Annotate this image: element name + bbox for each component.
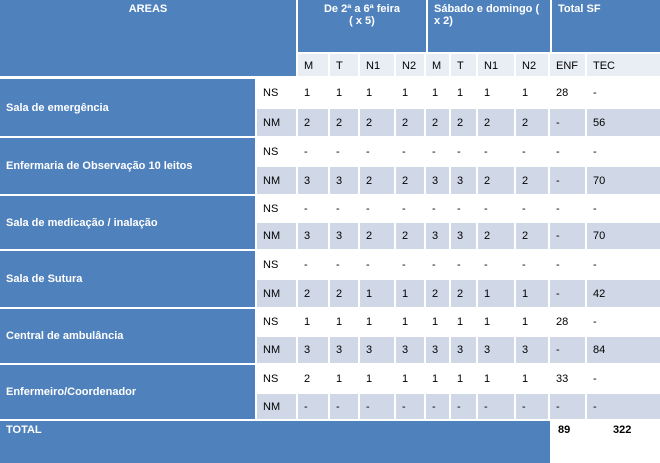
row-type-ns: NS (257, 309, 296, 335)
row-value: 1 (330, 79, 358, 107)
row-type-nm: NM (257, 394, 296, 419)
row-area-name (0, 79, 255, 136)
row-value: 3 (330, 167, 358, 194)
row-value: - (426, 138, 449, 165)
subheader-6: N1 (478, 54, 514, 76)
row-value: - (550, 167, 585, 194)
row-value: 2 (516, 167, 548, 194)
row-value: 1 (396, 79, 424, 107)
row-value: 1 (478, 365, 514, 392)
row-value: 3 (298, 337, 328, 363)
row-area-label: Enfermaria de Observação 10 leitos (6, 160, 193, 172)
row-type-ns: NS (257, 251, 296, 278)
row-value: 2 (478, 109, 514, 136)
subheader-5: T (451, 54, 476, 76)
row-type-ns: NS (257, 138, 296, 165)
row-value: 3 (360, 337, 394, 363)
row-value: 3 (330, 337, 358, 363)
row-value: - (426, 251, 449, 278)
row-value: 3 (516, 337, 548, 363)
row-value: 1 (360, 365, 394, 392)
total-label (0, 421, 550, 463)
header-areas (0, 0, 296, 76)
row-value: 33 (550, 365, 585, 392)
row-value: - (330, 196, 358, 221)
row-value: - (298, 251, 328, 278)
subheader-8: ENF (550, 54, 585, 76)
row-value: 3 (426, 167, 449, 194)
row-value: 3 (478, 337, 514, 363)
header-weekdays (298, 0, 426, 52)
row-area-label: Sala de medicação / inalação (6, 216, 158, 229)
row-value: - (587, 196, 660, 221)
row-value: - (451, 394, 476, 419)
row-area-name (0, 138, 255, 194)
row-value: - (550, 280, 585, 307)
row-value: - (396, 138, 424, 165)
row-value: 1 (516, 365, 548, 392)
row-value: 56 (587, 109, 660, 136)
row-type-nm: NM (257, 109, 296, 136)
row-area-label: Enfermeiro/Coordenador (6, 386, 137, 398)
row-value: 1 (298, 309, 328, 335)
row-value: 2 (396, 167, 424, 194)
row-value: 2 (396, 109, 424, 136)
row-value: 1 (426, 365, 449, 392)
row-value: 3 (451, 337, 476, 363)
row-value: 3 (426, 223, 449, 249)
row-value: - (360, 138, 394, 165)
row-value: - (360, 196, 394, 221)
row-value: 3 (451, 167, 476, 194)
row-value: 2 (426, 280, 449, 307)
row-value: - (550, 138, 585, 165)
row-value: - (550, 223, 585, 249)
row-value: - (426, 394, 449, 419)
header-weekdays-line1: De 2ª a 6ª feira (323, 3, 401, 15)
row-value: 1 (478, 309, 514, 335)
row-value: 2 (298, 365, 328, 392)
row-value: 70 (587, 223, 660, 249)
row-value: - (451, 196, 476, 221)
row-value: - (478, 138, 514, 165)
row-value: 1 (360, 79, 394, 107)
row-type-nm: NM (257, 280, 296, 307)
row-value: - (396, 196, 424, 221)
row-value: - (587, 394, 660, 419)
row-value: 1 (451, 365, 476, 392)
row-value: 70 (587, 167, 660, 194)
row-value: - (298, 196, 328, 221)
row-area-label: Sala de emergência (6, 101, 109, 114)
row-type-nm: NM (257, 167, 296, 194)
row-value: - (587, 309, 660, 335)
row-value: - (330, 138, 358, 165)
row-value: - (550, 196, 585, 221)
row-value: 1 (478, 79, 514, 107)
row-area-label: Sala de Sutura (6, 273, 83, 285)
row-area-name (0, 309, 255, 363)
subheader-7: N2 (516, 54, 548, 76)
row-value: 2 (478, 223, 514, 249)
row-value: 1 (451, 79, 476, 107)
row-value: - (550, 394, 585, 419)
row-value: - (451, 138, 476, 165)
row-value: - (587, 79, 660, 107)
row-area-name (0, 251, 255, 307)
row-value: - (298, 138, 328, 165)
row-value: - (516, 196, 548, 221)
row-area-label: Central de ambulância (6, 330, 124, 342)
row-value: 3 (396, 337, 424, 363)
row-type-ns: NS (257, 365, 296, 392)
row-value: 1 (360, 309, 394, 335)
total-enf: 89 (552, 421, 605, 463)
row-value: - (587, 251, 660, 278)
row-type-nm: NM (257, 223, 296, 249)
subheader-3: N2 (396, 54, 424, 76)
subheader-0: M (298, 54, 328, 76)
subheader-9: TEC (587, 54, 660, 76)
row-value: 2 (478, 167, 514, 194)
row-value: 28 (550, 309, 585, 335)
header-weekdays-line2: ( x 5) (349, 15, 375, 27)
row-value: 1 (298, 79, 328, 107)
row-value: 1 (360, 280, 394, 307)
row-type-ns: NS (257, 79, 296, 107)
row-value: 2 (396, 223, 424, 249)
row-value: 1 (330, 309, 358, 335)
row-value: - (587, 365, 660, 392)
row-value: - (478, 394, 514, 419)
total-tec: 322 (607, 421, 660, 463)
row-value: - (330, 394, 358, 419)
row-value: 3 (298, 167, 328, 194)
row-value: - (360, 394, 394, 419)
header-weekend-line2: x 2) (434, 15, 453, 27)
row-value: 3 (298, 223, 328, 249)
row-value: 2 (426, 109, 449, 136)
row-value: 1 (451, 309, 476, 335)
row-value: 2 (360, 223, 394, 249)
row-value: 2 (451, 280, 476, 307)
row-value: - (451, 251, 476, 278)
row-value: 3 (330, 223, 358, 249)
row-value: 1 (396, 365, 424, 392)
row-value: 84 (587, 337, 660, 363)
header-total-sf-label: Total SF (558, 3, 601, 15)
row-value: 1 (516, 309, 548, 335)
header-weekend (428, 0, 550, 52)
total-label-text: TOTAL (6, 424, 42, 436)
row-value: 2 (330, 109, 358, 136)
row-value: 2 (516, 109, 548, 136)
row-type-ns: NS (257, 196, 296, 221)
header-weekend-line1: Sábado e domingo ( (434, 3, 540, 15)
header-total-sf (552, 0, 660, 52)
row-area-name (0, 365, 255, 419)
row-value: - (298, 394, 328, 419)
row-value: 1 (330, 365, 358, 392)
row-value: - (516, 138, 548, 165)
header-areas-label: AREAS (128, 3, 168, 15)
row-value: 1 (396, 309, 424, 335)
row-value: - (550, 337, 585, 363)
row-area-name (0, 196, 255, 249)
row-value: 2 (516, 223, 548, 249)
row-value: - (587, 138, 660, 165)
row-value: 1 (478, 280, 514, 307)
row-value: 1 (516, 79, 548, 107)
row-value: - (550, 109, 585, 136)
row-value: - (516, 394, 548, 419)
row-type-nm: NM (257, 337, 296, 363)
row-value: - (426, 196, 449, 221)
row-value: 1 (426, 309, 449, 335)
row-value: 2 (451, 109, 476, 136)
subheader-4: M (426, 54, 449, 76)
row-value: 28 (550, 79, 585, 107)
row-value: 42 (587, 280, 660, 307)
row-value: 3 (451, 223, 476, 249)
row-value: - (478, 196, 514, 221)
row-value: 1 (426, 79, 449, 107)
subheader-1: T (330, 54, 358, 76)
row-value: - (360, 251, 394, 278)
row-value: - (330, 251, 358, 278)
row-value: 1 (516, 280, 548, 307)
row-value: 1 (396, 280, 424, 307)
subheader-2: N1 (360, 54, 394, 76)
row-value: - (516, 251, 548, 278)
row-value: - (478, 251, 514, 278)
row-value: - (396, 251, 424, 278)
row-value: 3 (426, 337, 449, 363)
row-value: 2 (298, 109, 328, 136)
row-value: 2 (298, 280, 328, 307)
row-value: 2 (360, 167, 394, 194)
row-value: 2 (360, 109, 394, 136)
row-value: 2 (330, 280, 358, 307)
row-value: - (396, 394, 424, 419)
row-value: - (550, 251, 585, 278)
